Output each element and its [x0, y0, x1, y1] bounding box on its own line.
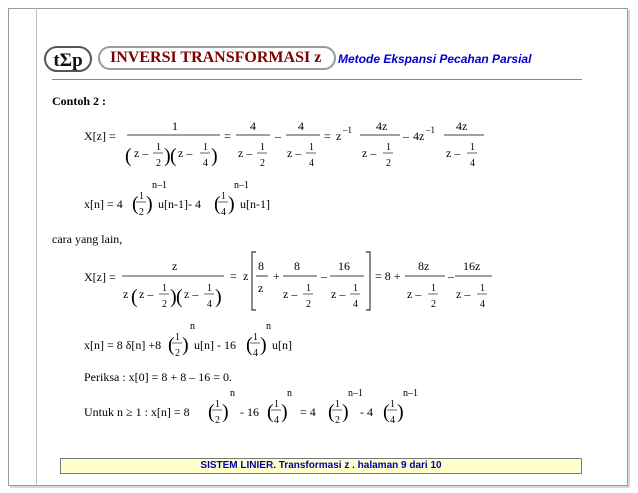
svg-text:8: 8 — [294, 259, 300, 273]
svg-text:= 8 +: = 8 + — [375, 269, 401, 283]
svg-text:(: ( — [170, 145, 177, 167]
svg-text:2: 2 — [431, 299, 436, 310]
svg-text:1: 1 — [306, 283, 311, 294]
svg-text:z: z — [336, 129, 342, 143]
svg-text:z –: z – — [331, 287, 346, 301]
xn-end-1: u[n-1] — [240, 197, 270, 211]
svg-text:2: 2 — [260, 158, 265, 169]
xn-mid-1: u[n-1]- 4 — [158, 197, 201, 211]
xn-mid-2: u[n] - 16 — [194, 338, 236, 352]
svg-text:–: – — [448, 269, 454, 283]
svg-text:z –: z – — [283, 287, 298, 301]
svg-text:(: ( — [168, 334, 175, 356]
footer-bar: SISTEM LINIER. Transformasi z . halaman 9 dari 10 — [60, 458, 582, 474]
svg-text:4: 4 — [274, 415, 279, 426]
svg-text:): ) — [146, 193, 153, 215]
svg-text:1: 1 — [253, 332, 258, 343]
svg-text:): ) — [228, 193, 235, 215]
svg-text:z: z — [172, 259, 178, 273]
svg-text:z: z — [243, 269, 249, 283]
for-label: Untuk n ≥ 1 : x[n] = 8 — [84, 405, 190, 419]
svg-text:1: 1 — [215, 399, 220, 410]
svg-text:4: 4 — [470, 158, 475, 169]
svg-text:(: ( — [132, 193, 139, 215]
svg-text:z –: z – — [139, 287, 154, 301]
svg-text:(: ( — [208, 401, 215, 423]
svg-text:): ) — [182, 334, 189, 356]
svg-text:2: 2 — [175, 348, 180, 359]
svg-text:2: 2 — [156, 158, 161, 169]
svg-text:=: = — [230, 269, 237, 283]
svg-text:2: 2 — [306, 299, 311, 310]
svg-text:1: 1 — [480, 283, 485, 294]
svg-text:(: ( — [267, 401, 274, 423]
svg-text:z –: z – — [407, 287, 422, 301]
svg-text:(: ( — [328, 401, 335, 423]
svg-text:): ) — [281, 401, 288, 423]
xn-end-2: u[n] — [272, 338, 292, 352]
svg-text:(: ( — [131, 286, 138, 308]
svg-text:): ) — [211, 145, 218, 167]
svg-text:): ) — [342, 401, 349, 423]
svg-text:): ) — [260, 334, 267, 356]
for-mid: - 16 — [240, 405, 259, 419]
svg-text:): ) — [164, 145, 171, 167]
svg-text:1: 1 — [431, 283, 436, 294]
svg-text:4: 4 — [221, 207, 226, 218]
svg-text:–: – — [275, 129, 281, 143]
check-line: Periksa : x[0] = 8 + 8 – 16 = 0. — [84, 370, 232, 384]
svg-text:1: 1 — [162, 283, 167, 294]
svg-text:1: 1 — [274, 399, 279, 410]
svg-text:+: + — [273, 269, 280, 283]
logo-text: tΣp — [53, 50, 83, 71]
svg-text:4: 4 — [207, 299, 212, 310]
page-subtitle: Metode Ekspansi Pecahan Parsial — [338, 52, 532, 66]
svg-text:16: 16 — [338, 259, 350, 273]
svg-text:2: 2 — [386, 158, 391, 169]
svg-text:z: z — [258, 281, 264, 295]
svg-text:(: ( — [176, 286, 183, 308]
xn-label-1: x[n] = 4 — [84, 197, 123, 211]
svg-text:4: 4 — [309, 158, 314, 169]
svg-text:4: 4 — [480, 299, 485, 310]
example-heading: Contoh 2 : — [52, 94, 107, 108]
svg-text:4: 4 — [250, 119, 256, 133]
svg-text:z –: z – — [456, 287, 471, 301]
svg-text:–1: –1 — [343, 125, 352, 135]
page-title: INVERSI TRANSFORMASI z — [110, 49, 322, 66]
for-eq: = 4 — [300, 405, 316, 419]
svg-text:(: ( — [125, 145, 132, 167]
svg-text:1: 1 — [353, 283, 358, 294]
svg-text:–: – — [321, 269, 327, 283]
svg-text:–: – — [403, 129, 409, 143]
svg-text:4: 4 — [353, 299, 358, 310]
svg-text:4z: 4z — [413, 129, 425, 143]
svg-text:n: n — [230, 388, 235, 399]
svg-text:n–1: n–1 — [234, 180, 249, 191]
svg-text:z –: z – — [362, 146, 377, 160]
svg-text:z –: z – — [178, 146, 193, 160]
svg-text:n: n — [266, 321, 271, 332]
svg-text:n–1: n–1 — [348, 388, 363, 399]
svg-text:): ) — [215, 286, 222, 308]
xn-label-2: x[n] = 8 δ[n] +8 — [84, 338, 162, 352]
svg-text:–1: –1 — [426, 125, 435, 135]
svg-text:1: 1 — [156, 142, 161, 153]
svg-text:4: 4 — [390, 415, 395, 426]
svg-text:z: z — [123, 287, 129, 301]
svg-text:): ) — [170, 286, 177, 308]
svg-text:1: 1 — [221, 191, 226, 202]
margin-line — [36, 8, 37, 486]
svg-text:8: 8 — [258, 259, 264, 273]
svg-text:n: n — [190, 321, 195, 332]
svg-text:z –: z – — [287, 146, 302, 160]
svg-text:16z: 16z — [463, 259, 481, 273]
svg-text:=: = — [224, 129, 231, 143]
svg-text:1: 1 — [172, 119, 178, 133]
svg-text:2: 2 — [139, 207, 144, 218]
svg-text:4: 4 — [253, 348, 258, 359]
svg-text:4: 4 — [298, 119, 304, 133]
for-minus: - 4 — [360, 405, 373, 419]
svg-text:=: = — [324, 129, 331, 143]
svg-text:1: 1 — [260, 142, 265, 153]
svg-text:4z: 4z — [456, 119, 468, 133]
svg-text:n: n — [287, 388, 292, 399]
svg-text:1: 1 — [175, 332, 180, 343]
svg-text:1: 1 — [470, 142, 475, 153]
xz-label: X[z] = — [84, 129, 116, 143]
svg-text:1: 1 — [139, 191, 144, 202]
xz-label-2: X[z] = — [84, 270, 116, 284]
svg-text:2: 2 — [162, 299, 167, 310]
svg-text:(: ( — [246, 334, 253, 356]
svg-text:): ) — [222, 401, 229, 423]
svg-text:4: 4 — [203, 158, 208, 169]
svg-text:z –: z – — [446, 146, 461, 160]
svg-text:1: 1 — [335, 399, 340, 410]
logo-icon — [44, 44, 92, 74]
svg-text:n–1: n–1 — [403, 388, 418, 399]
svg-text:z –: z – — [184, 287, 199, 301]
svg-text:1: 1 — [390, 399, 395, 410]
svg-text:4z: 4z — [376, 119, 388, 133]
svg-text:1: 1 — [386, 142, 391, 153]
header-divider — [52, 79, 582, 80]
svg-text:(: ( — [383, 401, 390, 423]
svg-text:z –: z – — [238, 146, 253, 160]
svg-text:2: 2 — [335, 415, 340, 426]
svg-text:2: 2 — [215, 415, 220, 426]
svg-text:1: 1 — [207, 283, 212, 294]
logo — [44, 44, 92, 74]
svg-text:z –: z – — [134, 146, 149, 160]
svg-text:1: 1 — [203, 142, 208, 153]
svg-text:1: 1 — [309, 142, 314, 153]
alt-text: cara yang lain, — [52, 232, 123, 246]
svg-text:n–1: n–1 — [152, 180, 167, 191]
svg-text:): ) — [397, 401, 404, 423]
svg-text:8z: 8z — [418, 259, 430, 273]
svg-text:(: ( — [214, 193, 221, 215]
